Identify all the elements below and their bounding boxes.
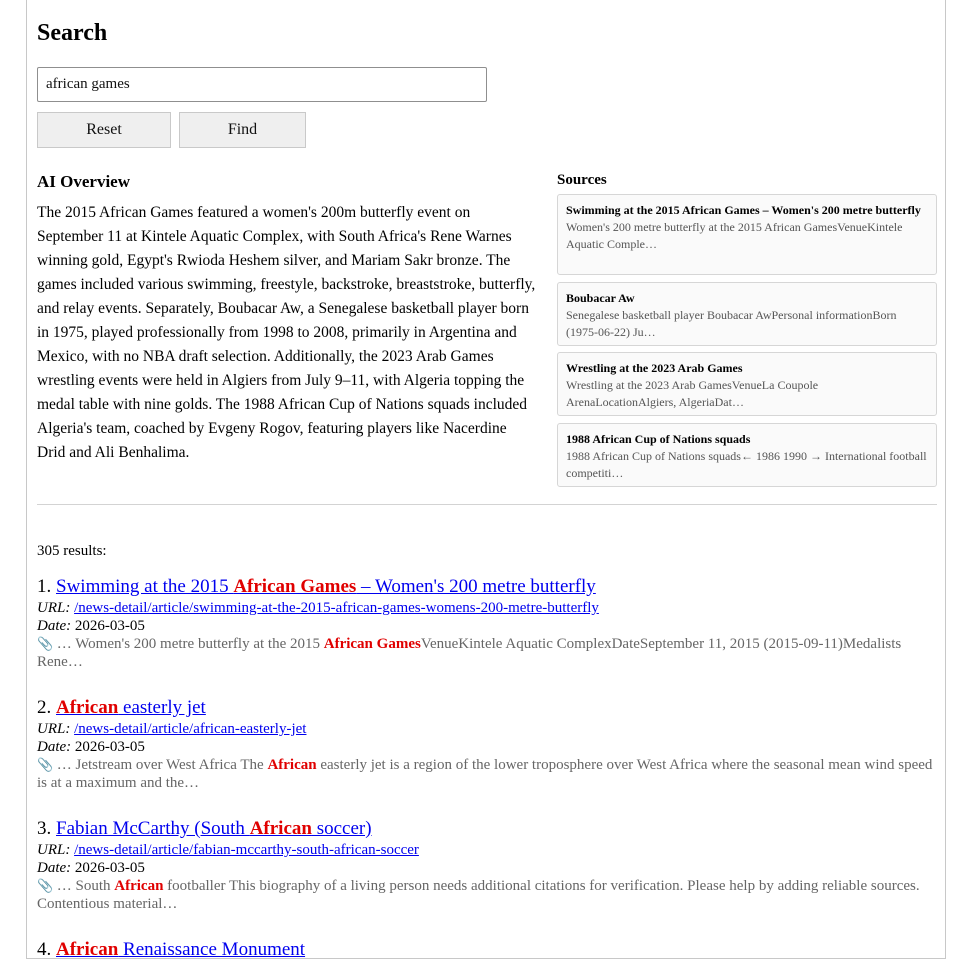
- ai-overview: [37, 171, 537, 465]
- result-url-link[interactable]: /news-detail/article/african-easterly-jet: [74, 721, 307, 737]
- source-card[interactable]: [557, 282, 937, 346]
- result-title: [37, 575, 937, 599]
- source-snippet: Senegalese basketball player Boubacar AwPersonal informationBorn (1975-06-22) Ju…: [566, 308, 897, 339]
- source-snippet: Wrestling at the 2023 Arab GamesVenueLa Coupole ArenaLocationAlgiers, AlgeriaDat…: [566, 378, 819, 409]
- page-title: Search: [37, 20, 108, 46]
- date-label: Date:: [37, 739, 72, 755]
- result-title-link[interactable]: [56, 818, 372, 839]
- title-highlight: African Games: [233, 576, 357, 597]
- result-title: [37, 938, 937, 962]
- result-title-link[interactable]: [56, 939, 305, 960]
- snippet-text: … Jetstream over West Africa The: [56, 757, 268, 773]
- source-title: Boubacar Aw: [566, 291, 635, 305]
- reset-button[interactable]: Reset: [37, 112, 171, 148]
- source-card[interactable]: [557, 194, 937, 275]
- source-title: 1988 African Cup of Nations squads: [566, 432, 751, 446]
- result-url-row: [37, 841, 937, 859]
- snippet-text: VenueKintele Aquatic ComplexDateSeptember 11, 2015 (2015-09-11)Medalists Rene…: [37, 636, 902, 670]
- page-frame: [26, 0, 946, 959]
- ai-overview-heading: AI Overview: [37, 172, 131, 191]
- paperclip-icon: 📎: [37, 878, 54, 893]
- snippet-highlight: African: [267, 757, 317, 773]
- source-title: Swimming at the 2015 African Games – Women's 200 metre butterfly: [566, 203, 921, 217]
- result-item: [37, 696, 937, 792]
- result-url-row: [37, 599, 937, 617]
- snippet-text: … South: [56, 878, 115, 894]
- title-text: easterly jet: [118, 697, 206, 718]
- title-text: Fabian McCarthy (South: [56, 818, 250, 839]
- title-text: – Women's 200 metre butterfly: [356, 576, 596, 597]
- result-snippet: [37, 635, 937, 671]
- title-highlight: African: [249, 818, 312, 839]
- result-item: [37, 817, 937, 913]
- section-divider: [37, 504, 937, 505]
- source-title: Wrestling at the 2023 Arab Games: [566, 361, 743, 375]
- result-item: [37, 575, 937, 671]
- url-label: URL:: [37, 842, 71, 858]
- result-title: [37, 817, 937, 841]
- date-label: Date:: [37, 860, 72, 876]
- results-count: 305 results:: [37, 543, 107, 559]
- source-snippet: Women's 200 metre butterfly at the 2015 African GamesVenueKintele Aquatic Comple…: [566, 220, 903, 251]
- result-snippet: [37, 877, 937, 913]
- result-url-link[interactable]: /news-detail/article/fabian-mccarthy-south-african-soccer: [74, 842, 419, 858]
- result-title-link[interactable]: [56, 697, 206, 718]
- result-date: 2026-03-05: [74, 860, 145, 876]
- url-label: URL:: [37, 721, 71, 737]
- result-item: [37, 938, 937, 962]
- snippet-text: footballer This biography of a living person needs additional citations for verification. Please help by adding reliable sources. Contentious material…: [37, 878, 920, 912]
- title-highlight: African: [56, 939, 119, 960]
- result-title-link[interactable]: [56, 576, 596, 597]
- url-label: URL:: [37, 600, 71, 616]
- search-input[interactable]: [37, 67, 487, 102]
- result-number: 4.: [37, 939, 52, 960]
- result-number: 1.: [37, 576, 52, 597]
- result-date: 2026-03-05: [74, 618, 145, 634]
- source-card[interactable]: [557, 352, 937, 416]
- title-highlight: African: [56, 697, 119, 718]
- sources-heading: Sources: [557, 172, 607, 188]
- result-snippet: [37, 756, 937, 792]
- result-url-row: [37, 720, 937, 738]
- result-date: 2026-03-05: [74, 739, 145, 755]
- result-url-link[interactable]: /news-detail/article/swimming-at-the-2015-african-games-womens-200-metre-butterfly: [74, 600, 599, 616]
- ai-overview-text: The 2015 African Games featured a women's 200m butterfly event on September 11 at Kintele Aquatic Complex, with South Africa's Rene Warnes winning gold, Egypt's Rwioda Heshem silver, and Mariam Sakr bronze. The games included various swimming, freestyle, backstroke, breaststroke, butterfly, and relay events. Separately, Boubacar Aw, a Senegalese basketball player born in 1975, played professionally from 1998 to 2008, primarily in Argentina and Mexico, with no NBA draft selection. Additionally, the 2023 Arab Games wrestling events were held in Algiers from July 9–11, with Algeria topping the medal table with nine golds. The 1988 African Cup of Nations squads included Algeria's team, coached by Evgeny Rogov, featuring players like Nacerdine Drid and Ali Benhalima.: [37, 204, 536, 461]
- snippet-text: … Women's 200 metre butterfly at the 2015: [56, 636, 324, 652]
- date-label: Date:: [37, 618, 72, 634]
- title-text: soccer): [311, 818, 372, 839]
- result-number: 3.: [37, 818, 52, 839]
- paperclip-icon: 📎: [37, 757, 54, 772]
- result-title: [37, 696, 937, 720]
- snippet-highlight: African Games: [323, 636, 421, 652]
- snippet-highlight: African: [114, 878, 164, 894]
- snippet-text: easterly jet is a region of the lower troposphere over West Africa where the seasonal mean wind speed is at a maximum and the…: [37, 757, 933, 791]
- result-date-row: [37, 617, 937, 635]
- result-date-row: [37, 859, 937, 877]
- source-card[interactable]: [557, 423, 937, 487]
- find-button[interactable]: Find: [179, 112, 306, 148]
- result-date-row: [37, 738, 937, 756]
- paperclip-icon: 📎: [37, 636, 54, 651]
- result-number: 2.: [37, 697, 52, 718]
- title-text: Swimming at the 2015: [56, 576, 234, 597]
- sources-panel: [557, 171, 937, 480]
- source-snippet: 1988 African Cup of Nations squads← 1986 1990 → International football competiti…: [566, 449, 927, 480]
- title-text: Renaissance Monument: [118, 939, 306, 960]
